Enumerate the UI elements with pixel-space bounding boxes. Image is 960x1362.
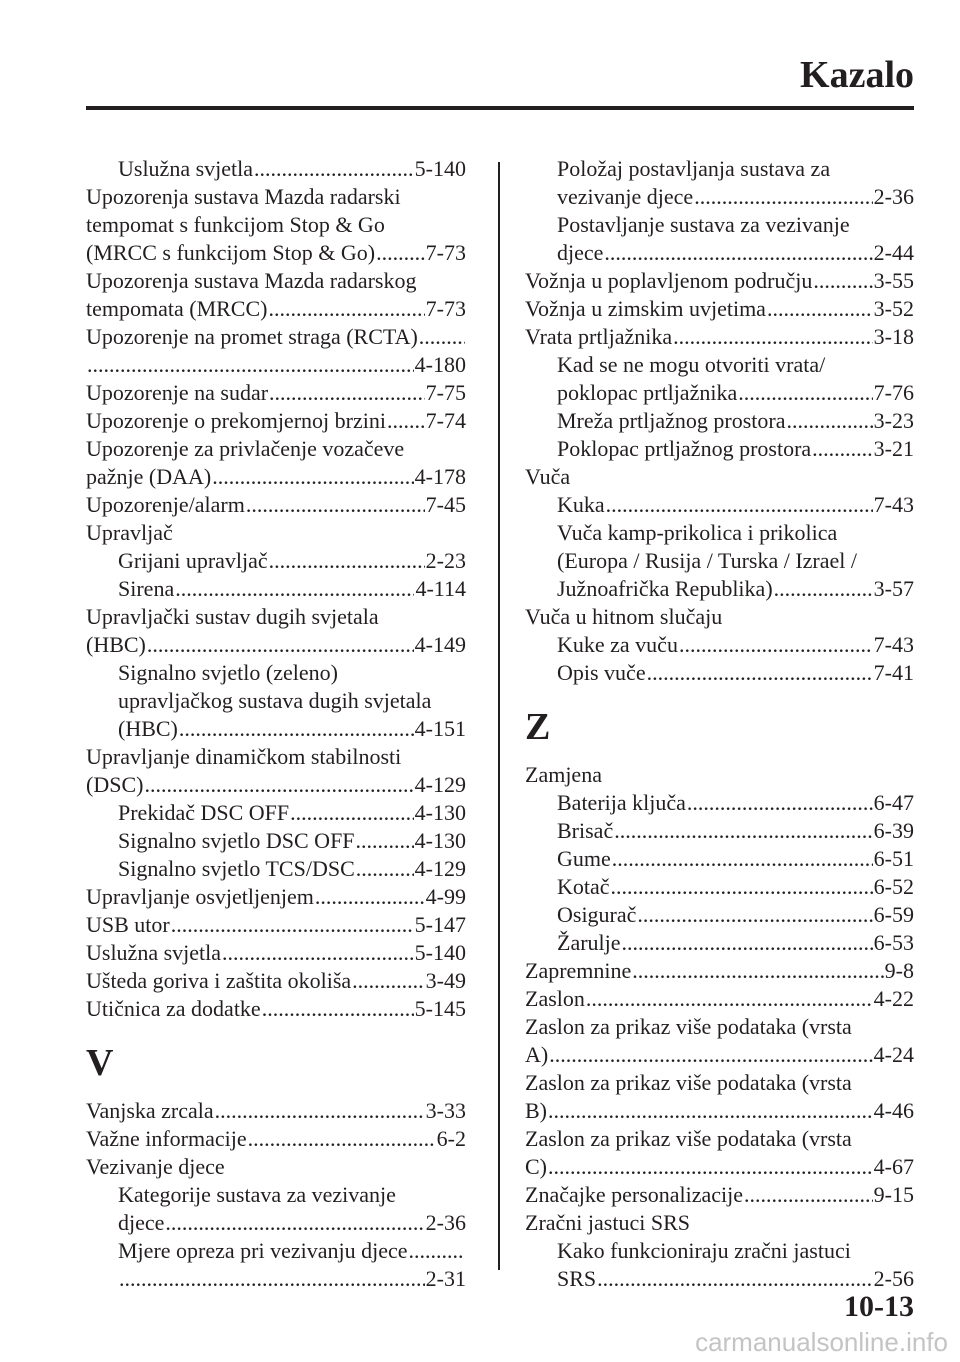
index-entry [525,817,914,845]
index-entry-text [525,1125,914,1153]
dot-leader [812,435,873,463]
index-entry [86,491,466,519]
index-entry [525,901,914,929]
dot-leader [352,967,425,995]
index-entry-label: Vožnja u zimskim uvjetima [525,296,766,321]
index-entry [525,957,914,985]
index-entry-label: Grijani upravljač [118,548,268,573]
index-entry-label: Utičnica za dodatke [86,996,261,1021]
dot-leader [744,1181,873,1209]
index-entry [86,295,466,323]
index-entry-page: 4-151 [414,716,466,741]
index-entry [525,1265,914,1293]
index-entry [525,631,914,659]
dot-leader [767,295,873,323]
index-entry-text [86,435,466,463]
index-entry-label: Upozorenje za privlačenje vozačeve [86,436,405,461]
index-entry-page: 3-57 [873,576,914,601]
index-entry [525,873,914,901]
index-entry-page: 4-180 [414,352,466,377]
index-entry-page: 5-140 [414,940,466,965]
index-entry-page: 7-45 [425,492,466,517]
index-entry [525,929,914,957]
index-entry [86,1237,466,1265]
dot-leader [119,1265,425,1293]
index-entry [525,845,914,873]
index-entry-page: 3-33 [425,1098,466,1123]
index-entry [86,855,466,883]
dot-leader [387,407,425,435]
index-entry-text [525,463,914,491]
index-entry-text [86,603,466,631]
dot-leader [248,1125,436,1153]
index-entry-label: Kotač [557,874,610,899]
dot-leader [175,575,414,603]
dot-leader [87,351,414,379]
dot-leader [637,901,872,929]
index-entry [86,827,466,855]
index-entry-label: upravljačkog sustava dugih svjetala [118,688,432,713]
index-entry-label: Upozorenja sustava Mazda radarskog [86,268,417,293]
index-entry-page: 4-178 [414,464,466,489]
dot-leader [144,771,413,799]
index-entry-page: 7-73 [425,296,466,321]
dot-leader [694,183,872,211]
dot-leader [212,463,413,491]
index-entry [86,883,466,911]
index-entry-page: 3-49 [425,968,466,993]
index-entry [86,463,466,491]
index-entry-page: 7-41 [873,660,914,685]
index-entry-label: Upozorenja sustava Mazda radarski [86,184,401,209]
index-entry-label: Osigurač [557,902,637,927]
index-entry-label: Kategorije sustava za vezivanje [118,1182,396,1207]
index-entry-label: Zapremnine [525,958,632,983]
index-entry [86,631,466,659]
index-entry-label: Kuka [557,492,605,517]
index-entry-label: Upozorenje/alarm [86,492,245,517]
index-entry [525,1097,914,1125]
dot-leader [632,957,883,985]
index-entry-page: 4-114 [415,576,466,601]
index-entry-page: 6-2 [436,1126,466,1151]
index-entry-page: 9-8 [884,958,914,983]
index-entry-page: 6-53 [873,930,914,955]
index-entry-label: Vuča kamp-prikolica i prikolica [557,520,838,545]
index-entry-page: 6-47 [873,790,914,815]
index-entry-label: Zaslon [525,986,585,1011]
index-entry-label: Zaslon za prikaz više podataka (vrsta [525,1070,852,1095]
index-entry-page: 4-24 [873,1042,914,1067]
dot-leader [262,995,414,1023]
index-entry-label: Zaslon za prikaz više podataka (vrsta [525,1126,852,1151]
index-entry-label: Signalno svjetlo DSC OFF [118,828,355,853]
dot-leader [611,873,873,901]
index-entry-text [525,547,914,575]
index-entry-text [86,1181,466,1209]
index-entry [525,1153,914,1181]
index-entry [86,351,466,379]
index-entry-text [525,1069,914,1097]
index-entry [86,1097,466,1125]
index-entry-label: Mreža prtljažnog prostora [557,408,786,433]
index-entry-page: 7-75 [425,380,466,405]
index-entry-label: (DSC) [86,772,144,797]
index-entry-label: Vanjska zrcala [86,1098,214,1123]
index-entry [86,1265,466,1293]
dot-leader [254,155,414,183]
index-entry-text [86,183,466,211]
index-entry-text [525,1013,914,1041]
index-section-letter: Z [525,706,551,748]
index-entry-page: 2-36 [873,184,914,209]
dot-leader [269,547,425,575]
index-entry-text [525,211,914,239]
dot-leader [171,911,414,939]
index-entry-label: Zamjena [525,762,602,787]
index-entry-label: vezivanje djece [557,184,694,209]
index-entry-label: Signalno svjetlo TCS/DSC [118,856,355,881]
index-entry-label: tempomat s funkcijom Stop & Go [86,212,385,237]
column-divider [498,162,500,1270]
index-entry-label: Vrata prtljažnika [525,324,673,349]
index-entry-page: 2-36 [425,1210,466,1235]
index-entry-text [525,761,914,789]
page-number: 10-13 [844,1290,914,1323]
index-entry-page: 6-39 [873,818,914,843]
index-entry-label: (HBC) [86,632,146,657]
index-entry [525,183,914,211]
dot-leader [774,575,873,603]
index-entry-label: Upozorenje na promet straga (RCTA) [86,324,418,349]
index-entry [86,323,466,351]
index-entry [525,379,914,407]
dot-leader [222,939,414,967]
index-entry [86,1125,466,1153]
dot-leader [356,827,414,855]
index-entry-label: Upravljanje osvjetljenjem [86,884,314,909]
index-entry-text [86,659,466,687]
index-entry-label: Žarulje [557,930,621,955]
dot-leader [179,715,414,743]
index-entry-page: 4-129 [414,856,466,881]
index-entry-label: Upravljanje dinamičkom stabilnosti [86,744,402,769]
index-entry-text [86,211,466,239]
index-entry-label: (HBC) [118,716,178,741]
index-entry-page: 7-73 [425,240,466,265]
index-entry-label: Uslužna svjetla [118,156,254,181]
index-entry-label: Vožnja u poplavljenom području [525,268,813,293]
index-entry-label: Značajke personalizacije [525,1182,744,1207]
dot-leader [673,323,873,351]
index-entry [86,911,466,939]
dot-leader [614,817,872,845]
index-entry-label: USB utor [86,912,170,937]
index-entry-page: 4-99 [425,884,466,909]
index-entry [525,239,914,267]
dot-leader [606,491,873,519]
dot-leader [679,631,873,659]
index-entry-text [525,519,914,547]
index-entry-label: Mjere opreza pri vezivanju djece [118,1238,408,1263]
index-entry-label: Položaj postavljanja sustava za [557,156,831,181]
index-entry-page: 6-52 [873,874,914,899]
index-entry-label: Postavljanje sustava za vezivanje [557,212,850,237]
index-entry [525,1181,914,1209]
index-section-letter: V [86,1042,114,1084]
index-entry-label: Signalno svjetlo (zeleno) [118,660,338,685]
index-entry-label: Vuča [525,464,571,489]
index-entry-page: 4-130 [414,800,466,825]
header-rule [86,106,914,110]
index-entry [525,323,914,351]
dot-leader [597,1265,873,1293]
index-entry-label: (Europa / Rusija / Turska / Izrael / [557,548,858,573]
dot-leader [409,1237,465,1265]
index-entry-page: 5-147 [414,912,466,937]
index-entry-page: 3-55 [873,268,914,293]
index-entry-label: pažnje (DAA) [86,464,212,489]
index-column-right [525,155,914,1293]
dot-leader [549,1041,872,1069]
index-entry-label: Zaslon za prikaz više podataka (vrsta [525,1014,852,1039]
index-entry-label: Kuke za vuču [557,632,678,657]
index-entry-label: Upozorenje o prekomjernoj brzini [86,408,386,433]
index-entry-page: 3-21 [873,436,914,461]
dot-leader [269,379,425,407]
index-entry-text [525,1209,914,1237]
index-entry-page: 4-149 [414,632,466,657]
index-entry-page: 3-52 [873,296,914,321]
index-entry [86,967,466,995]
dot-leader [586,985,873,1013]
index-entry-page: 7-43 [873,492,914,517]
index-entry [525,789,914,817]
index-entry-label: Baterija ključa [557,790,686,815]
index-entry-label: Poklopac prtljažnog prostora [557,436,812,461]
dot-leader [738,379,872,407]
index-entry-label: Vezivanje djece [86,1154,225,1179]
index-entry-label: Upravljač [86,520,173,545]
index-entry-page: 7-76 [873,380,914,405]
index-entry-label: Sirena [118,576,175,601]
index-entry [86,799,466,827]
index-entry [525,985,914,1013]
index-entry-page: 6-51 [873,846,914,871]
dot-leader [165,1209,424,1237]
index-entry-label: C) [525,1154,547,1179]
index-entry [525,575,914,603]
index-entry [86,715,466,743]
dot-leader [147,631,414,659]
index-entry [525,491,914,519]
index-entry-label: djece [557,240,604,265]
index-entry-label: Prekidač DSC OFF [118,800,290,825]
index-entry-page: 2-44 [873,240,914,265]
dot-leader [215,1097,425,1125]
index-entry-label: tempomata (MRCC) [86,296,268,321]
index-entry-page: 4-130 [414,828,466,853]
index-entry [86,547,466,575]
index-entry-page: 7-43 [873,632,914,657]
dot-leader [419,323,465,351]
index-entry [86,155,466,183]
index-entry-label: Južnoafrička Republika) [557,576,773,601]
dot-leader [376,239,425,267]
index-entry-label: Brisač [557,818,614,843]
index-entry-label: Opis vuče [557,660,646,685]
index-entry-label: Ušteda goriva i zaštita okoliša [86,968,352,993]
dot-leader [246,491,425,519]
index-entry [86,239,466,267]
index-entry-text [86,687,466,715]
dot-leader [315,883,425,911]
index-entry-label: poklopac prtljažnika [557,380,738,405]
index-entry [86,575,466,603]
index-entry-text [525,351,914,379]
page-header-title: Kazalo [800,54,914,96]
dot-leader [548,1153,873,1181]
index-entry-page: 4-129 [414,772,466,797]
index-entry [525,407,914,435]
index-entry-page: 7-74 [425,408,466,433]
index-entry-page: 4-46 [873,1098,914,1123]
index-entry [86,939,466,967]
dot-leader [612,845,873,873]
index-entry [86,407,466,435]
index-entry-label: SRS [557,1266,597,1291]
watermark: carmanualsonline.info [695,1327,948,1357]
index-entry-label: (MRCC s funkcijom Stop & Go) [86,240,376,265]
index-entry-page: 3-18 [873,324,914,349]
index-entry-text [525,1237,914,1265]
index-entry-text [86,1153,466,1181]
index-entry [525,435,914,463]
dot-leader [356,855,414,883]
index-entry-page: 4-67 [873,1154,914,1179]
dot-leader [647,659,873,687]
index-entry-text [86,743,466,771]
index-entry-page: 5-145 [414,996,466,1021]
index-entry [86,771,466,799]
index-entry-label: djece [118,1210,165,1235]
index-entry-label: Zračni jastuci SRS [525,1210,690,1235]
index-entry [86,1209,466,1237]
index-entry-page: 2-23 [425,548,466,573]
index-entry-page: 2-31 [425,1266,466,1291]
index-entry-text [86,267,466,295]
index-entry-label: Gume [557,846,611,871]
index-entry-text [86,519,466,547]
index-entry [525,267,914,295]
index-entry-page: 4-22 [873,986,914,1011]
index-entry-page: 5-140 [414,156,466,181]
index-entry-page: 9-15 [873,1182,914,1207]
index-entry-page: 2-56 [873,1266,914,1291]
index-entry [525,659,914,687]
dot-leader [622,929,873,957]
index-column-left [86,155,466,1293]
dot-leader [687,789,873,817]
index-entry [525,1041,914,1069]
index-entry-page: 3-23 [873,408,914,433]
index-entry-label: Upravljački sustav dugih svjetala [86,604,379,629]
dot-leader [786,407,872,435]
dot-leader [604,239,872,267]
index-entry-label: Kad se ne mogu otvoriti vrata/ [557,352,826,377]
dot-leader [290,799,414,827]
index-entry-text [525,155,914,183]
index-entry-label: A) [525,1042,549,1067]
dot-leader [268,295,424,323]
index-entry-page: 6-59 [873,902,914,927]
index-entry-label: Važne informacije [86,1126,247,1151]
index-entry-text [525,603,914,631]
index-entry-label: Upozorenje na sudar [86,380,269,405]
index-entry-label: B) [525,1098,547,1123]
index-entry [86,379,466,407]
index-entry-label: Vuča u hitnom slučaju [525,604,723,629]
index-entry-label: Kako funkcioniraju zračni jastuci [557,1238,851,1263]
index-entry [525,295,914,323]
dot-leader [813,267,872,295]
index-entry-label: Uslužna svjetla [86,940,222,965]
dot-leader [548,1097,873,1125]
index-entry [86,995,466,1023]
